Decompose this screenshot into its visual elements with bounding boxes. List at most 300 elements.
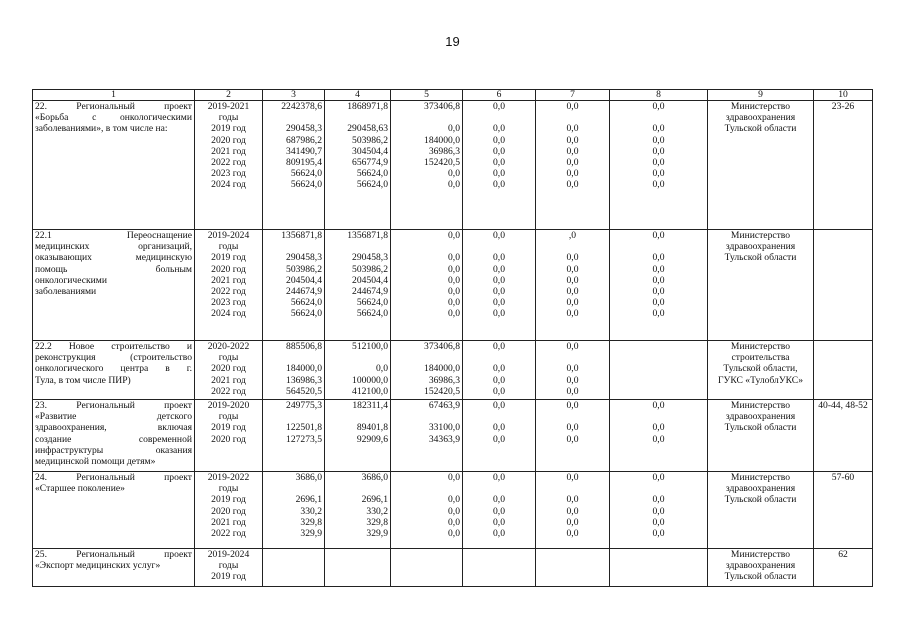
amount-value: 290458,3 <box>352 252 388 264</box>
period-line: 2022 год <box>211 385 246 397</box>
amount-value: 0,0 <box>566 516 579 528</box>
amount-value: 0,0 <box>652 286 665 298</box>
amount-value: 0,0 <box>566 341 579 352</box>
period-line: 2020 год <box>211 505 246 517</box>
executor-line: ГУКС «ТулоблУКС» <box>717 374 803 386</box>
period-line: 2022 год <box>211 286 246 298</box>
amount-value: 290458,3 <box>286 252 322 264</box>
measure-name-line: «Борьба с онкологическими <box>35 112 192 124</box>
executor-line: Министерство <box>730 400 791 411</box>
measure-name-line: здравоохранения, включая <box>35 422 192 434</box>
amount-value: 0,0 <box>493 123 505 135</box>
amount-value: 809195,4 <box>286 157 322 169</box>
amount-value: 0,0 <box>493 385 505 397</box>
table-row <box>33 472 873 549</box>
measure-name-line: 24. Региональный проект <box>35 472 192 483</box>
amount-value: 341490,7 <box>286 145 322 157</box>
amount-cell-col6 <box>463 549 536 587</box>
amount-value: 0,0 <box>566 145 579 157</box>
amount-value: 0,0 <box>493 400 505 411</box>
amount-value: 0,0 <box>493 422 505 434</box>
amount-value: 244674,9 <box>286 286 322 298</box>
amount-value: 885506,8 <box>286 341 322 352</box>
period-line: 2021 год <box>211 145 246 157</box>
amount-cell-col3 <box>263 230 325 341</box>
amount-value: 204504,4 <box>352 274 388 286</box>
measure-name-cell <box>33 549 195 587</box>
amount-value <box>327 352 388 363</box>
indicator-ref-cell <box>814 341 873 400</box>
period-line: 2019-2020 <box>207 400 250 411</box>
amount-value <box>538 112 607 123</box>
executor-cell <box>708 549 814 587</box>
period-line: 2019-2024 <box>207 230 250 241</box>
executor-line: здравоохранения <box>725 560 796 572</box>
amount-value: 0,0 <box>566 363 579 375</box>
executor-line: здравоохранения <box>725 411 796 423</box>
amount-value: 0,0 <box>652 422 665 434</box>
amount-value <box>612 241 705 252</box>
amount-cell-col4 <box>325 549 391 587</box>
period-cell <box>195 549 263 587</box>
amount-value: 56624,0 <box>356 297 388 309</box>
amount-value: 0,0 <box>566 400 579 411</box>
amount-value: 3686,0 <box>361 472 388 483</box>
amount-value <box>612 483 705 494</box>
executor-line: Тульской области <box>724 252 797 264</box>
amount-value: 0,0 <box>652 263 665 275</box>
amount-value: 36986,3 <box>428 145 460 157</box>
period-line: 2020 год <box>211 363 246 375</box>
measure-name-line: 23. Региональный проект <box>35 400 192 411</box>
table-row <box>33 230 873 341</box>
amount-value: 0,0 <box>493 297 505 309</box>
measure-name-line: заболеваниями», в том числе на: <box>35 123 168 135</box>
executor-line: Тульской области <box>724 571 797 583</box>
amount-value <box>265 483 322 494</box>
amount-value: 0,0 <box>652 168 665 180</box>
amount-value: 0,0 <box>493 274 505 286</box>
amount-cell-col6 <box>463 230 536 341</box>
measure-name-cell <box>33 341 195 400</box>
amount-cell-col6 <box>463 472 536 549</box>
amount-cell-col8 <box>610 549 708 587</box>
amount-value <box>538 483 607 494</box>
measure-name-line: онкологическими <box>35 274 108 286</box>
measure-name-cell <box>33 230 195 341</box>
amount-value: 2696,1 <box>361 494 388 506</box>
table-row <box>33 341 873 400</box>
amount-value: 0,0 <box>652 123 665 135</box>
amount-value: 329,9 <box>300 528 322 540</box>
period-line: 2024 год <box>211 179 246 191</box>
amount-value <box>265 352 322 363</box>
measure-name-cell <box>33 400 195 472</box>
table-row <box>33 549 873 587</box>
amount-value <box>612 411 705 422</box>
period-line: 2022 год <box>211 157 246 169</box>
amount-value: 56624,0 <box>356 168 388 180</box>
amount-value: 0,0 <box>652 297 665 309</box>
amount-cell-col5 <box>391 400 463 472</box>
amount-value <box>538 352 607 363</box>
amount-value: 0,0 <box>493 528 505 540</box>
period-line: 2020 год <box>211 134 246 146</box>
amount-value: 34363,9 <box>428 433 460 445</box>
amount-value <box>538 241 607 252</box>
amount-value: 204504,4 <box>286 274 322 286</box>
period-cell <box>195 230 263 341</box>
measure-name-line: 22. Региональный проект <box>35 101 192 112</box>
amount-value: 0,0 <box>566 472 579 483</box>
amount-value: 0,0 <box>493 505 505 517</box>
amount-value: 184000,0 <box>424 363 460 375</box>
amount-value: 0,0 <box>566 157 579 169</box>
amount-value: 0,0 <box>493 134 505 146</box>
amount-value <box>393 411 460 422</box>
period-line: 2019 год <box>211 422 246 434</box>
amount-value: 0,0 <box>493 252 505 264</box>
amount-value: 152420,5 <box>424 385 460 397</box>
amount-value: 0,0 <box>493 286 505 298</box>
amount-cell-col7 <box>536 549 610 587</box>
period-line: 2023 год <box>211 168 246 180</box>
period-line: 2020 год <box>211 433 246 445</box>
amount-cell-col8 <box>610 230 708 341</box>
executor-cell <box>708 230 814 341</box>
measure-name-line: оказывающих медицинскую <box>35 252 192 264</box>
period-line: 2021 год <box>211 274 246 286</box>
executor-line: Министерство <box>730 549 791 560</box>
amount-cell-col7 <box>536 101 610 230</box>
executor-line: здравоохранения <box>725 241 796 253</box>
amount-value: 0,0 <box>493 374 505 386</box>
measure-name-line: 22.1 Переоснащение <box>35 230 192 241</box>
amount-value: 0,0 <box>566 433 579 445</box>
amount-value <box>612 341 705 352</box>
executor-line: строительства <box>731 352 790 364</box>
amount-value: 0,0 <box>566 374 579 386</box>
period-line: 2020 год <box>211 263 246 275</box>
amount-value: 36986,3 <box>428 374 460 386</box>
amount-value <box>393 352 460 363</box>
period-line: 2019 год <box>211 571 246 583</box>
header-cell: 7 <box>536 90 610 101</box>
amount-value: 0,0 <box>493 494 505 506</box>
amount-value <box>612 363 705 374</box>
period-line: 2019-2024 <box>207 549 250 560</box>
executor-line: Тульской области <box>724 494 797 506</box>
amount-value: 0,0 <box>493 516 505 528</box>
period-line: 2019 год <box>211 123 246 135</box>
amount-cell-col5 <box>391 472 463 549</box>
amount-value: 0,0 <box>566 168 579 180</box>
amount-value: 0,0 <box>566 101 579 112</box>
period-line: 2021 год <box>211 374 246 386</box>
executor-cell <box>708 101 814 230</box>
executor-line: здравоохранения <box>725 112 796 124</box>
header-cell: 10 <box>814 90 873 101</box>
amount-value: 0,0 <box>566 134 579 146</box>
executor-line: Тульской области, <box>723 363 798 375</box>
amount-value: 290458,3 <box>286 123 322 135</box>
amount-value <box>465 411 533 422</box>
amount-value: 412100,0 <box>352 385 388 397</box>
amount-value: 0,0 <box>493 472 505 483</box>
amount-value <box>612 375 705 386</box>
executor-line: Министерство <box>730 472 791 483</box>
measure-name-line: Тула, в том числе ПИР) <box>35 374 131 386</box>
amount-value: 329,8 <box>300 516 322 528</box>
amount-value: 3686,0 <box>295 472 322 483</box>
amount-cell-col3 <box>263 400 325 472</box>
header-cell: 9 <box>708 90 814 101</box>
amount-cell-col7 <box>536 472 610 549</box>
amount-cell-col3 <box>263 549 325 587</box>
period-cell <box>195 472 263 549</box>
amount-cell-col5 <box>391 549 463 587</box>
executor-line: здравоохранения <box>725 483 796 495</box>
amount-value <box>465 112 533 123</box>
amount-value: 0,0 <box>448 494 460 506</box>
amount-value: 0,0 <box>652 308 665 320</box>
amount-value: ,0 <box>568 230 577 241</box>
amount-value: 0,0 <box>448 274 460 286</box>
amount-value: 0,0 <box>652 252 665 264</box>
amount-value: 0,0 <box>566 297 579 309</box>
amount-value: 2242378,6 <box>281 101 322 112</box>
amount-cell-col8 <box>610 101 708 230</box>
amount-value: 0,0 <box>493 263 505 275</box>
amount-value: 249775,3 <box>286 400 322 411</box>
measure-name-line: помощь больным <box>35 263 192 275</box>
amount-value: 0,0 <box>448 252 460 264</box>
period-line: 2019-2022 <box>207 472 250 483</box>
amount-value: 503986,2 <box>352 263 388 275</box>
amount-value: 0,0 <box>448 123 460 135</box>
amount-value: 0,0 <box>566 505 579 517</box>
amount-cell-col4 <box>325 341 391 400</box>
amount-value: 67463,9 <box>428 400 460 411</box>
amount-value: 182311,4 <box>352 400 388 411</box>
amount-value: 184000,0 <box>286 363 322 375</box>
amount-value <box>393 112 460 123</box>
amount-value: 0,0 <box>566 494 579 506</box>
amount-value <box>465 241 533 252</box>
period-cell <box>195 400 263 472</box>
amount-value: 373406,8 <box>424 101 460 112</box>
period-line: 2019-2021 <box>207 101 250 112</box>
indicator-ref-cell: 57-60 <box>814 472 873 549</box>
amount-cell-col4 <box>325 230 391 341</box>
executor-line: Министерство <box>730 341 791 352</box>
amount-cell-col6 <box>463 101 536 230</box>
measure-name-cell <box>33 472 195 549</box>
amount-cell-col3 <box>263 472 325 549</box>
amount-value <box>265 411 322 422</box>
executor-cell <box>708 341 814 400</box>
measure-name-line: реконструкция (строительство <box>35 352 192 364</box>
amount-value: 512100,0 <box>352 341 388 352</box>
amount-value: 0,0 <box>448 472 460 483</box>
amount-value: 56624,0 <box>290 308 322 320</box>
measure-name-line: медицинской помощи детям» <box>35 456 156 468</box>
amount-cell-col8 <box>610 472 708 549</box>
amount-value: 0,0 <box>566 422 579 434</box>
amount-value: 304504,4 <box>352 145 388 157</box>
amount-value <box>465 483 533 494</box>
amount-value: 0,0 <box>493 179 505 191</box>
amount-value: 1356871,8 <box>347 230 388 241</box>
amount-value: 0,0 <box>652 400 665 411</box>
header-cell: 1 <box>33 90 195 101</box>
measure-name-line: создание современной <box>35 433 192 445</box>
amount-value: 0,0 <box>566 308 579 320</box>
amount-value: 0,0 <box>493 168 505 180</box>
amount-value: 56624,0 <box>356 179 388 191</box>
period-cell <box>195 341 263 400</box>
amount-cell-col3 <box>263 101 325 230</box>
amount-value: 0,0 <box>652 274 665 286</box>
amount-value: 564520,5 <box>286 385 322 397</box>
amount-value <box>465 352 533 363</box>
amount-value <box>612 352 705 363</box>
amount-value: 0,0 <box>566 286 579 298</box>
amount-value: 0,0 <box>652 157 665 169</box>
amount-value: 0,0 <box>448 230 460 241</box>
amount-value: 0,0 <box>652 145 665 157</box>
table-row <box>33 101 873 230</box>
amount-cell-col4 <box>325 101 391 230</box>
amount-value: 2696,1 <box>295 494 322 506</box>
measure-name-line: «Развитие детского <box>35 411 192 423</box>
indicator-ref-cell: 23-26 <box>814 101 873 230</box>
period-line: годы <box>218 560 239 572</box>
amount-value: 330,2 <box>300 505 322 517</box>
amount-value: 0,0 <box>448 297 460 309</box>
measure-name-line: онкологического центра в г. <box>35 363 192 375</box>
amount-value <box>327 241 388 252</box>
indicator-ref-cell: 62 <box>814 549 873 587</box>
period-line: годы <box>218 112 239 124</box>
amount-value: 56624,0 <box>356 308 388 320</box>
amount-value: 152420,5 <box>424 157 460 169</box>
header-cell: 3 <box>263 90 325 101</box>
period-line: 2022 год <box>211 528 246 540</box>
amount-value: 184000,0 <box>424 134 460 146</box>
period-line: 2023 год <box>211 297 246 309</box>
amount-value: 89401,8 <box>356 422 388 434</box>
amount-value: 127273,5 <box>286 433 322 445</box>
amount-value: 329,9 <box>366 528 388 540</box>
amount-value: 0,0 <box>493 433 505 445</box>
amount-value: 0,0 <box>448 263 460 275</box>
amount-value: 0,0 <box>493 101 505 112</box>
measure-name-cell <box>33 101 195 230</box>
amount-cell-col6 <box>463 400 536 472</box>
amount-value: 0,0 <box>493 308 505 320</box>
amount-value: 0,0 <box>376 363 388 375</box>
amount-value: 0,0 <box>652 516 665 528</box>
measure-name-line: заболеваниями <box>35 286 97 298</box>
amount-value: 0,0 <box>652 134 665 146</box>
period-line: 2019 год <box>211 252 246 264</box>
amount-value: 656774,9 <box>352 157 388 169</box>
executor-cell <box>708 400 814 472</box>
amount-value <box>327 411 388 422</box>
amount-value: 33100,0 <box>428 422 460 434</box>
amount-cell-col5 <box>391 101 463 230</box>
amount-cell-col3 <box>263 341 325 400</box>
amount-value: 0,0 <box>493 157 505 169</box>
period-line: годы <box>218 411 239 423</box>
amount-value: 1356871,8 <box>281 230 322 241</box>
amount-value: 0,0 <box>448 505 460 517</box>
amount-value: 244674,9 <box>352 286 388 298</box>
indicator-ref-cell <box>814 230 873 341</box>
amount-value: 0,0 <box>566 263 579 275</box>
page-number: 19 <box>445 34 460 49</box>
header-cell: 8 <box>610 90 708 101</box>
amount-value: 0,0 <box>652 505 665 517</box>
amount-value: 0,0 <box>652 433 665 445</box>
amount-value: 0,0 <box>448 528 460 540</box>
amount-value <box>327 112 388 123</box>
amount-value: 0,0 <box>493 145 505 157</box>
amount-value: 1868971,8 <box>347 101 388 112</box>
amount-value: 0,0 <box>493 230 505 241</box>
amount-value: 687986,2 <box>286 134 322 146</box>
amount-value: 0,0 <box>566 123 579 135</box>
amount-value <box>327 483 388 494</box>
header-cell: 6 <box>463 90 536 101</box>
header-cell: 4 <box>325 90 391 101</box>
executor-line: Министерство <box>730 230 791 241</box>
amount-value: 0,0 <box>652 179 665 191</box>
amount-value: 0,0 <box>566 274 579 286</box>
amount-value: 0,0 <box>448 516 460 528</box>
amount-value: 503986,2 <box>286 263 322 275</box>
amount-value: 56624,0 <box>290 168 322 180</box>
header-cell: 5 <box>391 90 463 101</box>
amount-value: 0,0 <box>652 230 665 241</box>
amount-value: 373406,8 <box>424 341 460 352</box>
amount-cell-col7 <box>536 230 610 341</box>
amount-cell-col4 <box>325 472 391 549</box>
budget-table <box>32 89 873 587</box>
amount-cell-col7 <box>536 400 610 472</box>
measure-name-line: 22.2 Новое строительство и <box>35 341 192 352</box>
amount-value: 329,8 <box>366 516 388 528</box>
period-line: годы <box>218 483 239 495</box>
measure-name-line: «Экспорт медицинских услуг» <box>35 560 161 572</box>
amount-cell-col8 <box>610 341 708 400</box>
amount-value: 503986,2 <box>352 134 388 146</box>
indicator-ref-cell: 40-44, 48-52 <box>814 400 873 472</box>
amount-value: 0,0 <box>566 528 579 540</box>
amount-value: 0,0 <box>566 179 579 191</box>
amount-cell-col6 <box>463 341 536 400</box>
measure-name-line: инфраструктуры оказания <box>35 444 192 456</box>
amount-value: 0,0 <box>652 472 665 483</box>
amount-value <box>393 241 460 252</box>
table-row <box>33 400 873 472</box>
period-line: годы <box>218 352 239 364</box>
period-line: годы <box>218 241 239 253</box>
amount-value: 0,0 <box>566 252 579 264</box>
amount-value: 92909,6 <box>356 433 388 445</box>
measure-name-line: 25. Региональный проект <box>35 549 192 560</box>
